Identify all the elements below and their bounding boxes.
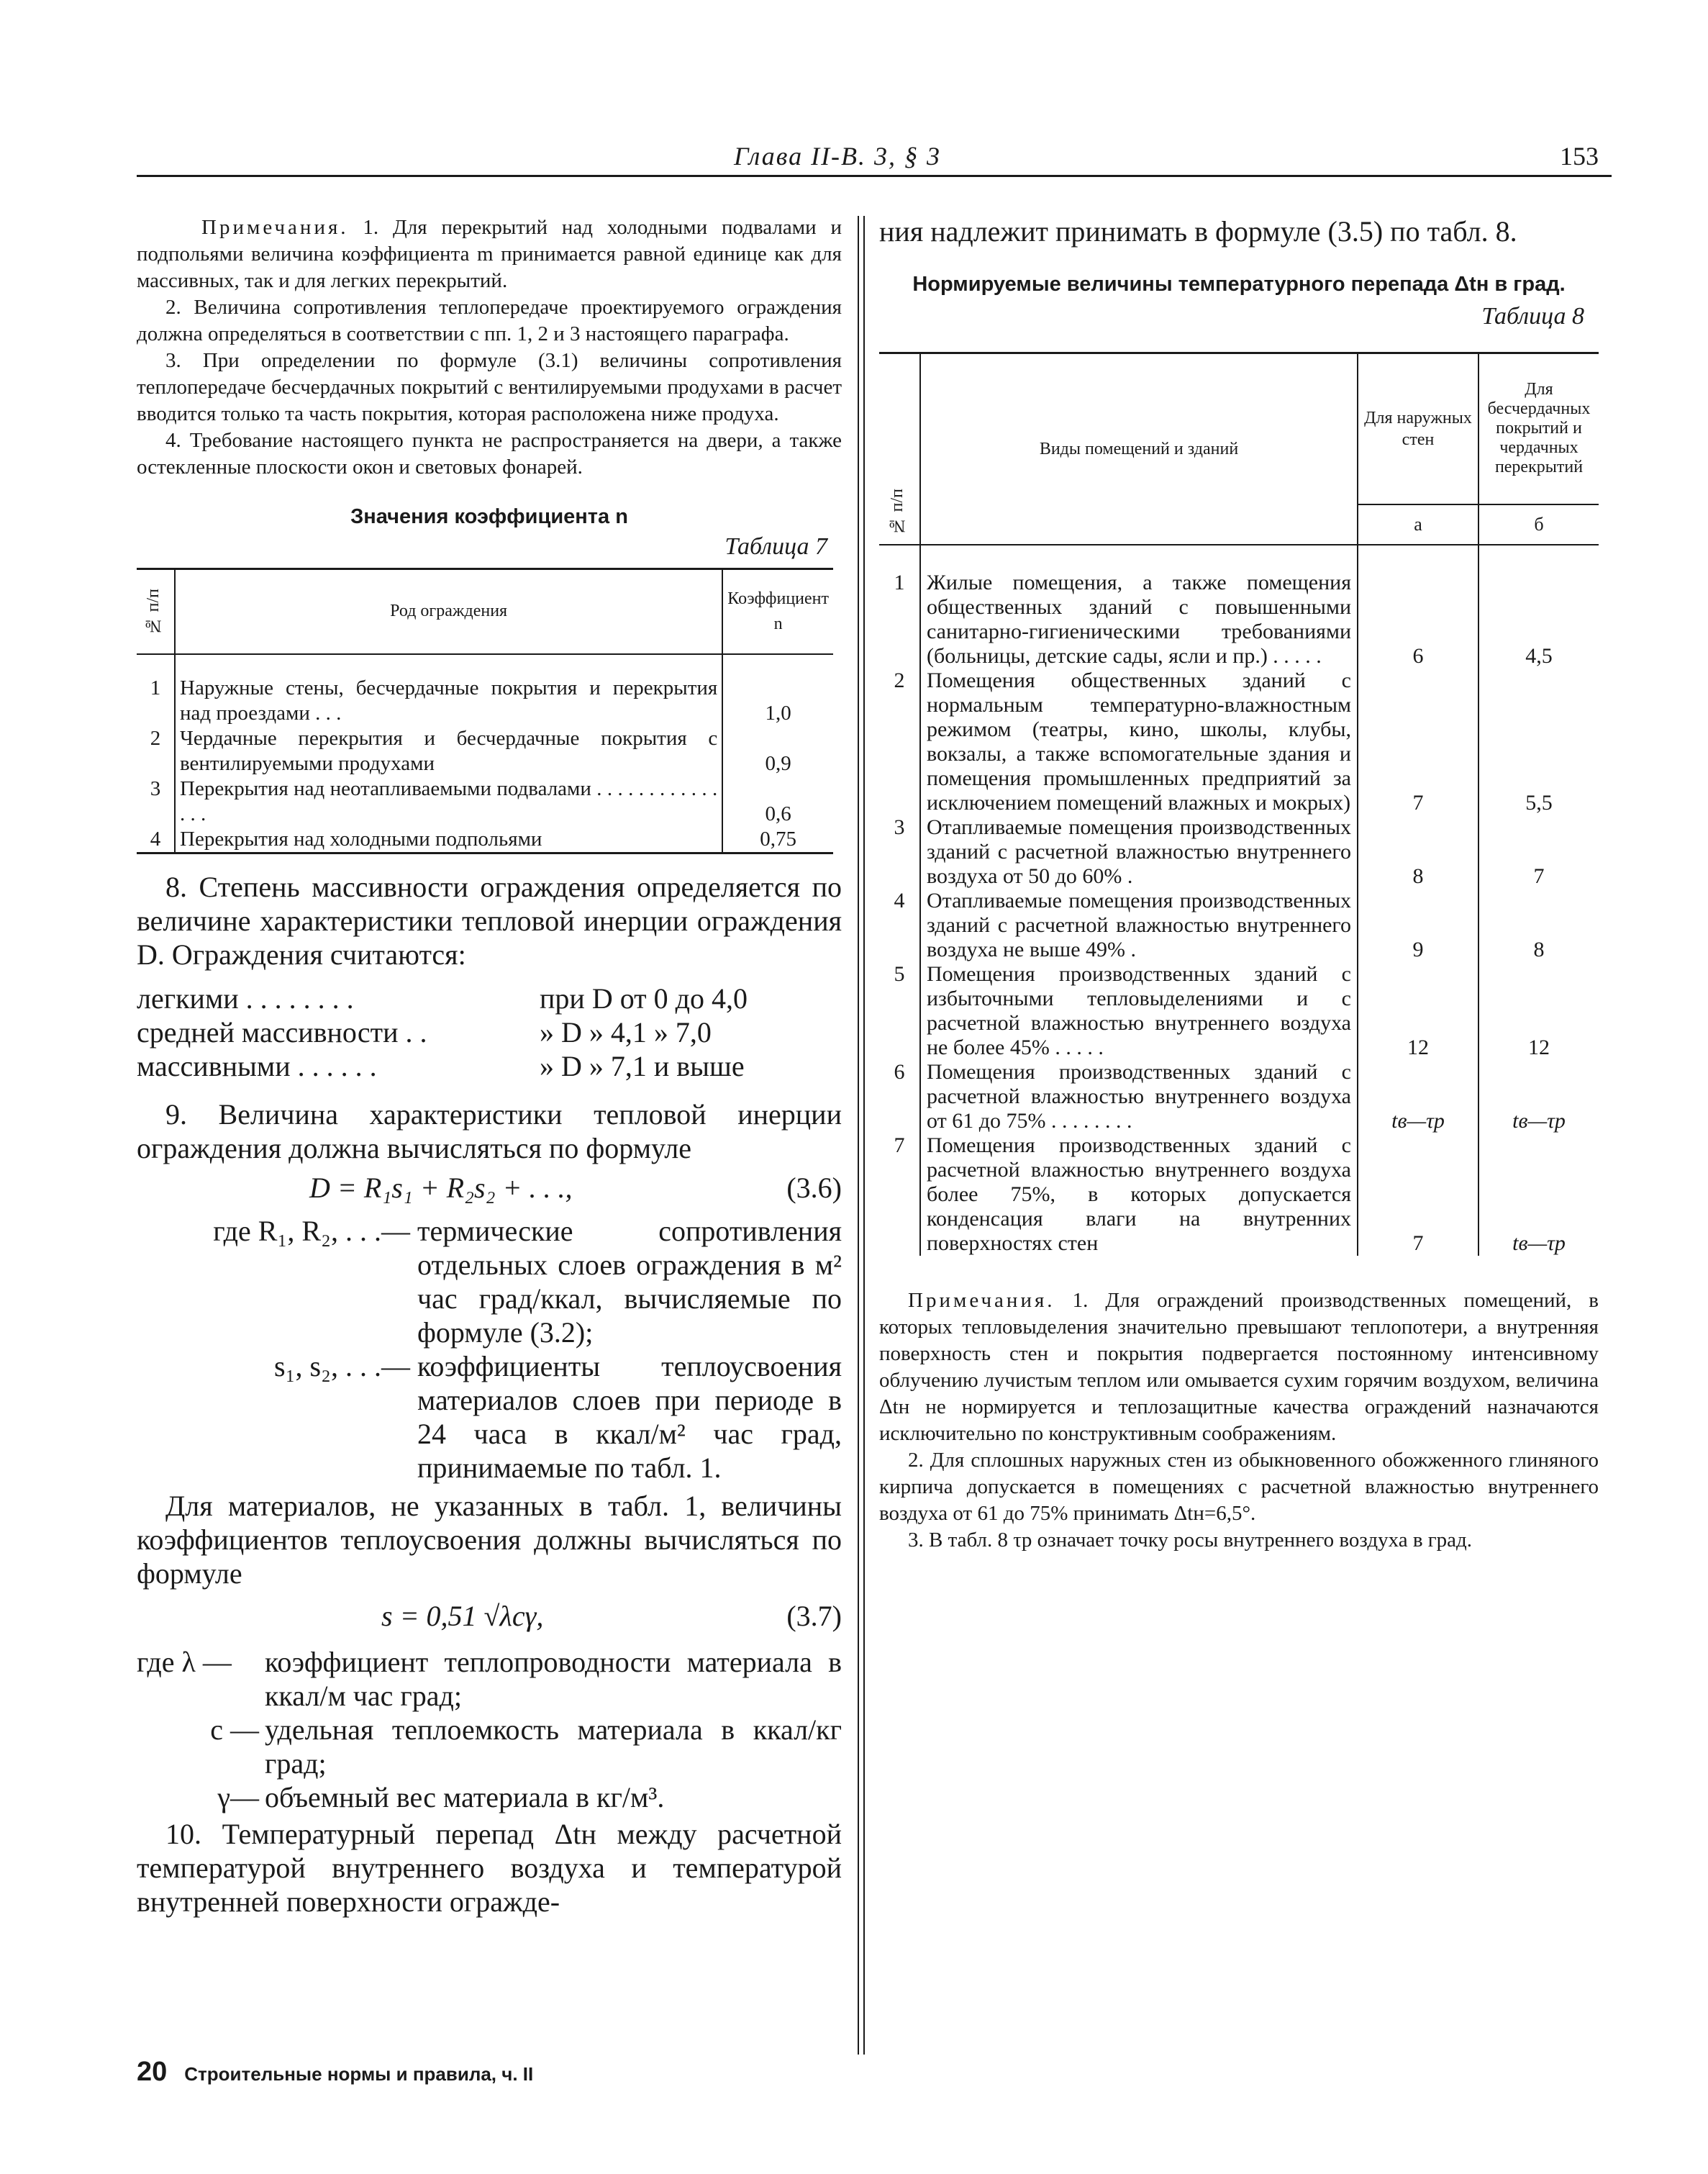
t7-col-kind-header: Род ограждения	[175, 569, 722, 654]
definition-gamma: γ— объемный вес материала в кг/м³.	[217, 1780, 665, 1813]
right-note-2: 2. Для сплошных наружных стен из обыкновенного обожженного глиняного кирпича допускается в помещениях с расчетной влажностью внутреннего воздуха от 61 до 75% принимать Δtн=6,5°.	[879, 1448, 1599, 1525]
table8	[879, 352, 1599, 1256]
massivity-item: массивными . . . . . . » D » 7,1 и выше	[137, 1049, 745, 1082]
table-row: 5 Помещения производственных зданий с избыточными тепловыделениями и с расчетной влажностью внутреннего воздуха не более 45% . . . . . 12 12	[879, 962, 1599, 1060]
note-2: 2. Величина сопротивления теплопередаче проектируемого ограждения должна определяться в соответствии с пп. 1, 2 и 3 настоящего параграфа.	[137, 296, 842, 345]
chapter-header: Глава II-В. 3, § 3	[734, 142, 942, 171]
footer-book-title: Строительные нормы и правила, ч. II	[184, 2063, 534, 2085]
right-note-3: 3. В табл. 8 τр означает точку росы внутреннего воздуха в град.	[908, 1528, 1473, 1552]
right-column	[879, 214, 1599, 1554]
t8-sub-b: б	[1534, 513, 1544, 535]
table-row: 7 Помещения производственных зданий с расчетной влажностью внутреннего воздуха более 75%, в которых допускается конденсация влаги на внутренних поверхностях стен 7 tв—τр	[879, 1133, 1599, 1256]
para-materials: Для материалов, не указанных в табл. 1, величины коэффициентов теплоусвоения должны вычисляться по формуле	[137, 1489, 842, 1590]
table8-label: Таблица 8	[1481, 303, 1584, 330]
t7-col-coef-header: Коэффициент n	[727, 589, 829, 633]
table-row: 1 Жилые помещения, а также помещения общественных зданий с повышенными санитарно-гигиеническими требованиями (больницы, детские сады, ясли и пр.) . . . . . 6 4,5	[879, 571, 1599, 669]
para-9: 9. Величина характеристики тепловой инерции ограждения должна вычисляться по формуле	[137, 1097, 842, 1164]
massivity-item: средней массивности . . » D » 4,1 » 7,0	[137, 1015, 712, 1048]
table-row: 2 Чердачные перекрытия и бесчердачные покрытия с вентилируемыми продухами 0,9	[137, 726, 833, 776]
continuation-text: ния надлежит принимать в формуле (3.5) по табл. 8.	[879, 215, 1517, 248]
right-note-1: 1. Для ограждений производственных помещений, в которых тепловыделения значительно превышают теплопотери, а внутренняя поверхность стен и покрытия подвергается постоянному интенсивному облучению лучистым теплом или омывается сухим горячим воздухом, величина Δtн не нормируется и теплозащитные качества ограждений назначаются исключительно по конструктивным соображениям.	[879, 1288, 1599, 1445]
massivity-item: легкими . . . . . . . . при D от 0 до 4,0	[137, 982, 748, 1015]
table-row: 3 Перекрытия над неотапливаемыми подвалами . . . . . . . . . . . . . . . 0,6	[137, 776, 833, 827]
table-row: 2 Помещения общественных зданий с нормальным температурно-влажностным режимом (театры, кино, школы, клубы, вокзалы, а также вспомогательные здания и помещения промышленных предприятий за исключением помещений влажных и мокрых) 7 5,5	[879, 669, 1599, 815]
right-notes	[879, 1287, 1599, 1554]
note-3: 3. При определении по формуле (3.1) величины сопротивления теплопередаче бесчердачных покрытий с вентилируемыми продухами в расчет вводится только та часть покрытия, которая расположена ниже продуха.	[137, 349, 842, 425]
t8-sub-a: а	[1358, 504, 1478, 545]
para-8: 8. Степень массивности ограждения определяется по величине характеристики тепловой инерции ограждения D. Ограждения считаются:	[137, 870, 842, 971]
note-1: 1. Для перекрытий над холодными подвалами и подпольями величина коэффициента m принимается равной единице как для массивных, так и для легких перекрытий.	[137, 216, 842, 292]
page-number: 153	[1560, 142, 1599, 171]
definition-lambda: где λ — коэффициент теплопроводности материала в ккал/м час град;	[137, 1645, 842, 1712]
notes-title: Примечания.	[201, 216, 349, 239]
footer-sheet-number: 20	[137, 2057, 168, 2087]
right-notes-title: Примечания.	[908, 1288, 1055, 1312]
table7-label: Таблица 7	[724, 533, 827, 560]
para-10: 10. Температурный перепад Δtн между расчетной температурой внутреннего воздуха и температурой внутренней поверхности огражде-	[137, 1817, 842, 1918]
table-row: 4 Перекрытия над холодными подпольями 0,75	[137, 827, 833, 853]
header-rule	[137, 175, 1612, 177]
definition-R: где R₁, R₂, . . .— термические сопротивления отдельных слоев ограждения в м² час град/ккал, вычисляемые по формуле (3.2);	[213, 1214, 842, 1349]
column-divider-inner	[863, 216, 865, 2055]
definition-c: c — удельная теплоемкость материала в ккал/кг град;	[210, 1713, 842, 1780]
t7-col-num-header: № п/п	[137, 569, 175, 654]
table-row: 1 Наружные стены, бесчердачные покрытия и перекрытия над проездами . . . 1,0	[137, 676, 833, 726]
formula-3-6: D = R₁s₁ + R₂s₂ + . . ., (3.6)	[309, 1171, 842, 1204]
column-divider	[858, 216, 859, 2055]
note-4: 4. Требование настоящего пункта не распространяется на двери, а также остекленные плоскости окон и световых фонарей.	[137, 429, 842, 479]
definition-s: s₁, s₂, . . .— коэффициенты теплоусвоения материалов слоев при периоде в 24 часа в ккал/м² час град, принимаемые по табл. 1.	[273, 1349, 842, 1484]
t8-col-num-header: № п/п	[879, 353, 920, 545]
table8-title: Нормируемые величины температурного перепада Δtн в град.	[912, 273, 1566, 296]
table7-title: Значения коэффициента n	[350, 505, 628, 528]
table-row: 3 Отапливаемые помещения производственных зданий с расчетной влажностью внутреннего воздуха от 50 до 60% . 8 7	[879, 815, 1599, 889]
footer	[137, 2057, 533, 2088]
massivity-list	[137, 982, 842, 1083]
table-row: 4 Отапливаемые помещения производственных зданий с расчетной влажностью внутреннего воздуха не выше 49% . 9 8	[879, 889, 1599, 962]
table7-caption	[137, 505, 842, 529]
left-column	[137, 214, 842, 1919]
t8-col-a-header: Для наружных стен	[1358, 353, 1478, 504]
table-row: 6 Помещения производственных зданий с расчетной влажностью внутреннего воздуха от 61 до 75% . . . . . . . . tв—τр tв—τр	[879, 1060, 1599, 1133]
table7	[137, 568, 833, 854]
t8-col-kind-header: Виды помещений и зданий	[920, 353, 1358, 545]
formula-3-7: s = 0,51 √λcγ, (3.7)	[381, 1599, 842, 1632]
t8-col-b-header: Для бесчердачных покрытий и чердачных перекрытий	[1478, 353, 1599, 504]
left-notes	[137, 214, 842, 481]
